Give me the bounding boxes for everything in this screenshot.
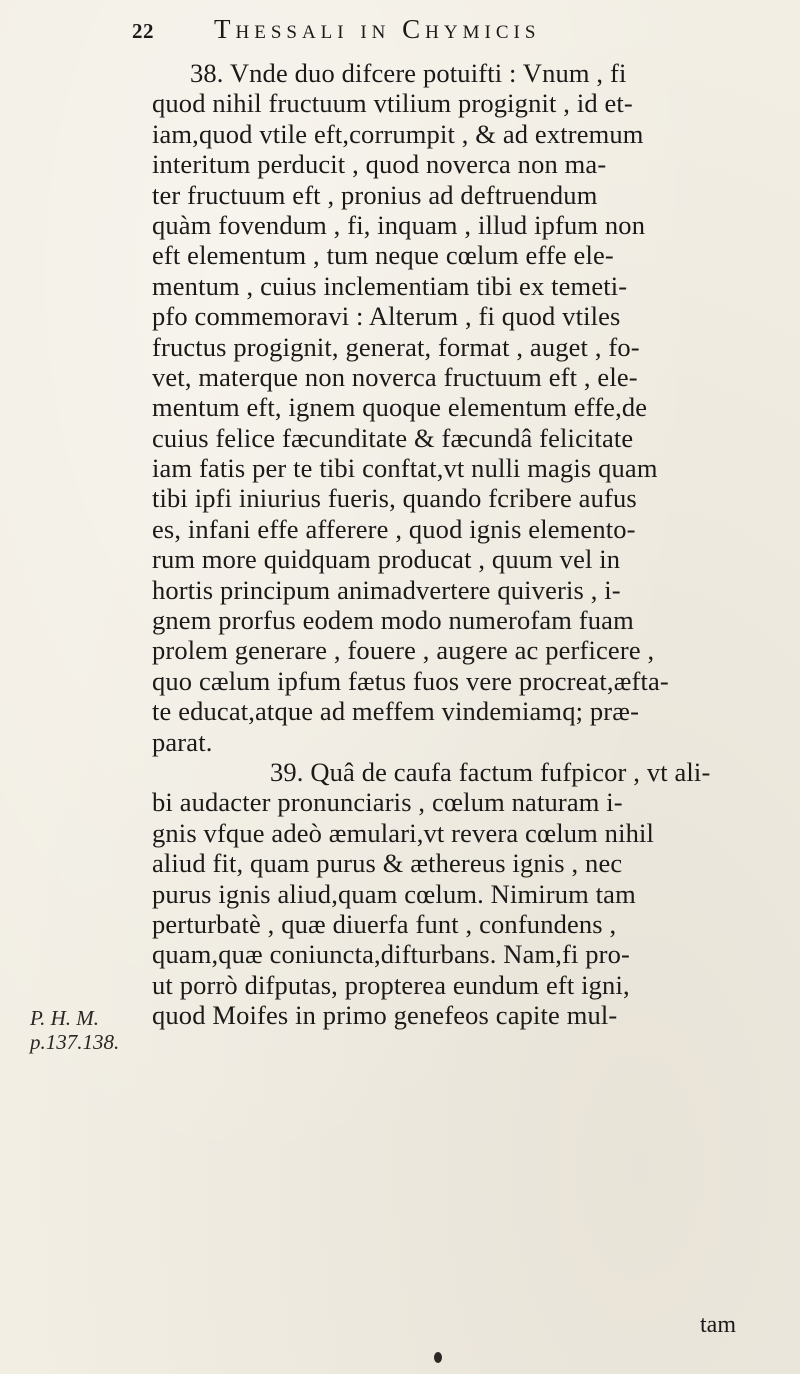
text-line: bi audacter pronunciaris , cœlum naturam i- (152, 787, 623, 818)
margin-note (30, 1006, 140, 1054)
text-line: es, infani effe afferere , quod ignis elemento- (152, 513, 636, 544)
text-line: quo cælum ipfum fætus fuos vere procreat,æfta- (152, 665, 669, 696)
text-line: pfo commemoravi : Alterum , fi quod vtiles (152, 301, 621, 332)
text-line: prolem generare , fouere , augere ac perficere , (152, 635, 655, 666)
text-line: 39. Quâ de caufa factum fufpicor , vt ali- (270, 756, 711, 787)
text-line: tibi ipfi iniurius fueris, quando fcribere aufus (152, 483, 637, 514)
text-line: ter fructuum eft , pronius ad deftruendum (152, 179, 598, 210)
text-line: mentum eft, ignem quoque elementum effe,de (152, 392, 648, 423)
page-number: 22 (132, 19, 154, 43)
text-block (152, 58, 788, 1031)
margin-note-line: p.137.138. (30, 1030, 120, 1054)
text-line: gnem prorfus eodem modo numerofam fuam (152, 605, 634, 636)
margin-note-line: P. H. M. (30, 1006, 100, 1030)
text-line: parat. (152, 726, 213, 757)
text-line: 38. Vnde duo difcere potuifti : Vnum , fi (190, 58, 627, 88)
text-line: purus ignis aliud,quam cœlum. Nimirum tam (152, 878, 636, 909)
text-line: aliud fit, quam purus & æthereus ignis , nec (152, 848, 623, 879)
text-line: te educat,atque ad meffem vindemiamq; præ- (152, 696, 640, 727)
text-line: eft elementum , tum neque cœlum effe ele- (152, 240, 614, 271)
text-line: quod Moifes in primo genefeos capite mul- (152, 1000, 618, 1031)
text-line: fructus progignit, generat, format , auget , fo- (152, 331, 640, 362)
text-line: rum more quidquam producat , quum vel in (152, 544, 621, 575)
text-line: quam,quæ coniuncta,difturbans. Nam,fi pro- (152, 939, 631, 970)
catchword: tam (700, 1312, 736, 1338)
ink-speck (434, 1352, 442, 1363)
text-line: gnis vfque adeò æmulari,vt revera cœlum nihil (152, 817, 655, 848)
text-line: iam,quod vtile eft,corrumpit , & ad extremum (152, 118, 644, 149)
text-line: mentum , cuius inclementiam tibi ex temeti- (152, 270, 628, 301)
text-line: quod nihil fructuum vtilium progignit , id et- (152, 88, 633, 119)
text-line: interitum perducit , quod noverca non ma- (152, 149, 607, 180)
running-head: Thessali in Chymicis (214, 14, 541, 44)
text-line: ut porrò difputas, propterea eundum eft igni, (152, 969, 630, 1000)
text-line: hortis principum animadvertere quiveris , i- (152, 574, 621, 605)
text-line: perturbatè , quæ diuerfa funt , confundens , (152, 908, 617, 939)
text-line: iam fatis per te tibi conftat,vt nulli magis quam (152, 453, 658, 484)
page-header (132, 14, 692, 54)
text-line: cuius felice fæcunditate & fæcundâ felicitate (152, 422, 634, 453)
text-line: vet, materque non noverca fructuum eft , ele- (152, 361, 638, 392)
text-line: quàm fovendum , fi, inquam , illud ipfum non (152, 209, 646, 240)
